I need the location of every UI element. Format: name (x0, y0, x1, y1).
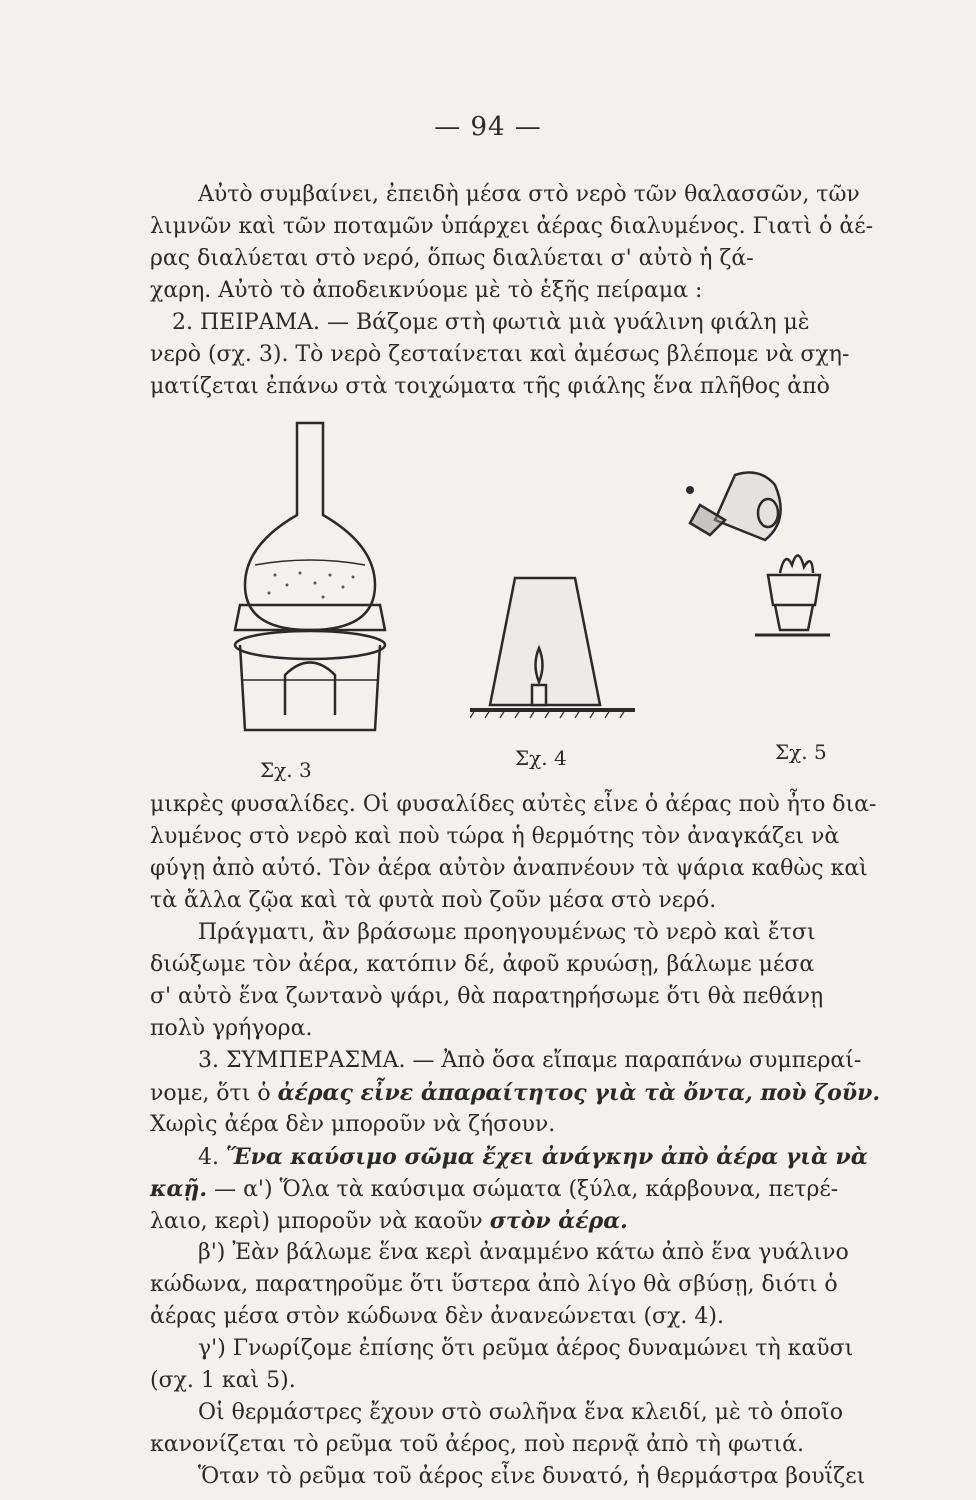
section-4-rest: — α') Ὅλα τὰ καύσιμα σώματα (ξύλα, κάρβουνα, πετρέ- (207, 1177, 839, 1202)
figure-4-caption: Σχ. 4 (515, 746, 567, 770)
text-line: πολὺ γρήγορα. (150, 1016, 313, 1041)
text-line: Πράγματι, ἂν βράσωμε προηγουμένως τὸ νερὸ καὶ ἔτσι (198, 920, 816, 945)
text-line: λυμένος στὸ νερὸ καὶ ποὺ τώρα ἡ θερμότης τὸν ἀναγκάζει νὰ (150, 824, 840, 849)
text-line: μικρὲς φυσαλίδες. Οἱ φυσαλίδες αὐτὲς εἶνε ὁ ἀέρας ποὺ ἦτο δια- (150, 792, 877, 817)
conclusion-plain: νομε, ὅτι ὁ (150, 1081, 278, 1106)
text-line: ἀέρας μέσα στὸν κώδωνα δὲν ἀνανεώνεται (σχ. 4). (150, 1304, 724, 1329)
text-line: Οἱ θερμάστρες ἔχουν στὸ σωλῆνα ἕνα κλειδί, μὲ τὸ ὁποῖο (198, 1400, 844, 1425)
text-line: Ὅταν τὸ ρεῦμα τοῦ ἀέρος εἶνε δυνατό, ἡ θερμάστρα βουΐζει (198, 1464, 866, 1489)
text-line: σ' αὐτὸ ἕνα ζωντανὸ ψάρι, θὰ παρατηρήσωμε ὅτι θὰ πεθάνῃ (150, 984, 824, 1009)
section-4-title: Ἕνα καύσιμο σῶμα ἔχει ἀνάγκην ἀπὸ ἀέρα γιὰ νὰ (225, 1144, 868, 1170)
conclusion-heading-line: 3. ΣΥΜΠΕΡΑΣΜΑ. — Ἀπὸ ὅσα εἴπαμε παραπάνω συμπεραί- (198, 1048, 862, 1073)
text-line: φύγῃ ἀπὸ αὐτό. Τὸν ἀέρα αὐτὸν ἀναπνέουν τὰ ψάρια καθὼς καὶ (150, 856, 868, 881)
text-line: (σχ. 1 καὶ 5). (150, 1368, 296, 1393)
text-line: διώξωμε τὸν ἀέρα, κατόπιν δέ, ἀφοῦ κρυώσῃ, βάλωμε μέσα (150, 952, 815, 977)
section-4-line (150, 1206, 940, 1237)
section-4-plain: λαιο, κερὶ) μποροῦν νὰ καοῦν (150, 1209, 490, 1234)
conclusion-line (150, 1078, 940, 1109)
text-line: νερὸ (σχ. 3). Τὸ νερὸ ζεσταίνεται καὶ ἀμέσως βλέπομε νὰ σχη- (150, 342, 850, 367)
text-line: κώδωνα, παρατηροῦμε ὅτι ὕστερα ἀπὸ λίγο θὰ σβύσῃ, διότι ὁ (150, 1272, 838, 1297)
text-line: τὰ ἄλλα ζῷα καὶ τὰ φυτὰ ποὺ ζοῦν μέσα στὸ νερό. (150, 888, 717, 913)
section-4-line (150, 1174, 940, 1205)
section-4-number: 4. (198, 1145, 226, 1170)
section-4-heading-line (198, 1142, 940, 1173)
figure-4-candle-under-bell (470, 570, 635, 720)
text-line: ρας διαλύεται στὸ νερό, ὅπως διαλύεται σ' αὐτὸ ἡ ζά- (150, 246, 754, 271)
text-line: β') Ἐὰν βάλωμε ἕνα κερὶ ἀναμμένο κάτω ἀπὸ ἕνα γυάλινο (198, 1240, 849, 1265)
figure-3-flask-on-stove (225, 415, 400, 745)
page-number: — 94 — (434, 112, 542, 142)
section-4-title-end: καῇ. (150, 1176, 208, 1202)
text-line: λιμνῶν καὶ τῶν ποταμῶν ὑπάρχει ἀέρας διαλυμένος. Γιατὶ ὁ ἀέ- (150, 214, 874, 239)
text-line: Χωρὶς ἀέρα δὲν μποροῦν νὰ ζήσουν. (150, 1112, 556, 1137)
text-line: ματίζεται ἐπάνω στὰ τοιχώματα τῆς φιάλης ἕνα πλῆθος ἀπὸ (150, 374, 830, 399)
figure-3-caption: Σχ. 3 (260, 758, 312, 782)
conclusion-bold: ἀέρας εἶνε ἀπαραίτητος γιὰ τὰ ὄντα, ποὺ ζοῦν. (277, 1080, 881, 1106)
text-line: χαρη. Αὐτὸ τὸ ἀποδεικνύομε μὲ τὸ ἑξῆς πείραμα : (150, 278, 703, 303)
figure-5-bellows-over-fire (680, 465, 845, 655)
text-line: Αὐτὸ συμβαίνει, ἐπειδὴ μέσα στὸ νερὸ τῶν θαλασσῶν, τῶν (198, 182, 860, 207)
text-line: 2. ΠΕΙΡΑΜΑ. — Βάζομε στὴ φωτιὰ μιὰ γυάλινη φιάλη μὲ (172, 310, 810, 335)
section-4-bold: στὸν ἀέρα. (489, 1208, 628, 1234)
text-line: κανονίζεται τὸ ρεῦμα τοῦ ἀέρος, ποὺ περνᾷ ἀπὸ τὴ φωτιά. (150, 1432, 804, 1457)
figure-5-caption: Σχ. 5 (775, 740, 827, 764)
text-line: γ') Γνωρίζομε ἐπίσης ὅτι ρεῦμα ἀέρος δυναμώνει τὴ καῦσι (198, 1336, 854, 1361)
